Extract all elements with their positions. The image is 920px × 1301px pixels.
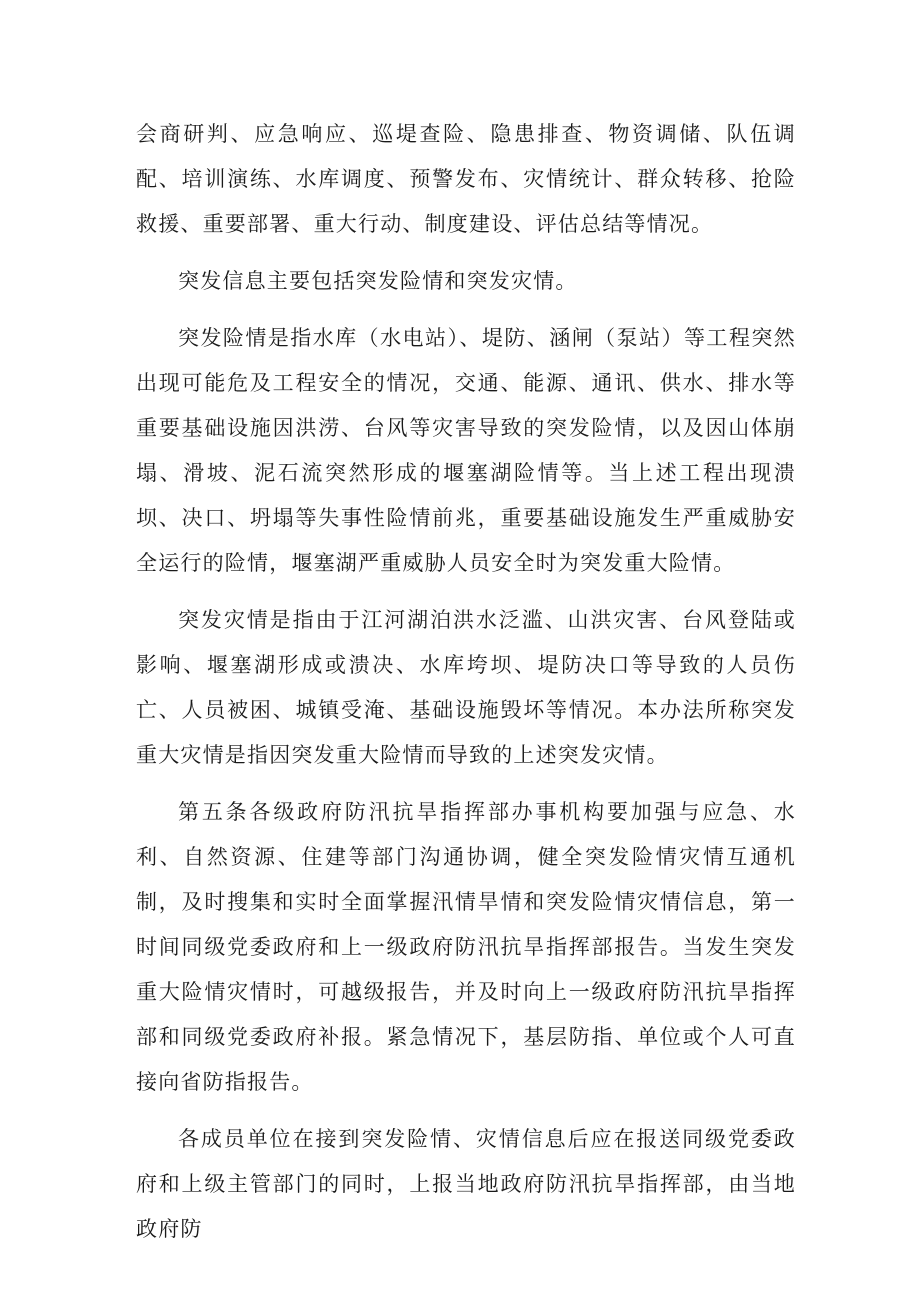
paragraph-sudden-disaster: 突发灾情是指由于江河湖泊洪水泛滥、山洪灾害、台风登陆或影响、堰塞湖形成或溃决、水库垮坝、堤防决口等导致的人员伤亡、人员被困、城镇受淹、基础设施毁坏等情况。本办法所称突发重大灾情是指因突发重大险情而导致的上述突发灾情。: [136, 608, 796, 767]
paragraph-sudden-info: 突发信息主要包括突发险情和突发灾情。: [178, 269, 578, 293]
document-body: [136, 112, 796, 1264]
paragraph-article-five: 第五条各级政府防汛抗旱指挥部办事机构要加强与应急、水利、自然资源、住建等部门沟通协调，健全突发险情灾情互通机制，及时搜集和实时全面掌握汛情旱情和突发险情灾情信息，第一时间同级党委政府和上一级政府防汛抗旱指挥部报告。当发生突发重大险情灾情时，可越级报告，并及时向上一级政府防汛抗旱指挥部和同级党委政府补报。紧急情况下，基层防指、单位或个人可直接向省防指报告。: [136, 800, 796, 1094]
paragraph-member-units: 各成员单位在接到突发险情、灾情信息后应在报送同级党委政府和上级主管部门的同时，上报当地政府防汛抗旱指挥部，由当地政府防: [136, 1127, 796, 1241]
paragraph-continuation: 会商研判、应急响应、巡堤查险、隐患排查、物资调储、队伍调配、培训演练、水库调度、预警发布、灾情统计、群众转移、抢险救援、重要部署、重大行动、制度建设、评估总结等情况。: [136, 122, 796, 236]
paragraph-sudden-danger: 突发险情是指水库（水电站）、堤防、涵闸（泵站）等工程突然出现可能危及工程安全的情况，交通、能源、通讯、供水、排水等重要基础设施因洪涝、台风等灾害导致的突发险情，以及因山体崩塌、滑坡、泥石流突然形成的堰塞湖险情等。当上述工程出现溃坝、决口、坍塌等失事性险情前兆，重要基础设施发生严重威胁安全运行的险情，堰塞湖严重威胁人员安全时为突发重大险情。: [136, 326, 796, 575]
